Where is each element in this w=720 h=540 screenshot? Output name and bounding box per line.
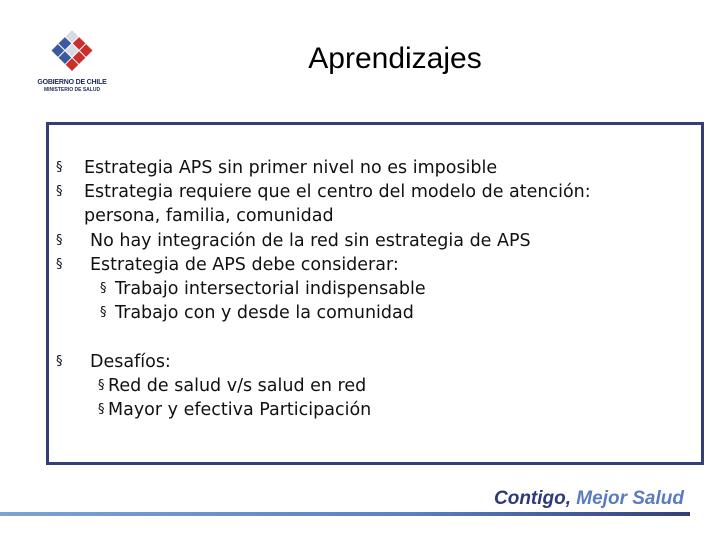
sub-list-item-text: Red de salud v/s salud en red [108, 375, 367, 396]
list-item-text: Estrategia requiere que el centro del modelo de atención: [84, 182, 591, 203]
ministry-name: MINISTERIO DE SALUD [43, 87, 101, 93]
sub-list-item-text: Mayor y efectiva Participación [108, 399, 372, 420]
list-item [56, 253, 696, 277]
bullet-marker: § [56, 353, 63, 369]
bullet-marker: § [98, 401, 105, 417]
list-item [56, 229, 696, 253]
org-name: GOBIERNO DE CHILE [37, 79, 107, 86]
list-item-continuation [56, 204, 696, 228]
sub-list-item [56, 277, 696, 301]
list-item-text: No hay integración de la red sin estrategia de APS [90, 230, 531, 251]
bullet-marker: § [56, 256, 63, 272]
footer-divider [0, 512, 690, 516]
sub-list-item [56, 398, 696, 422]
bullet-list [56, 156, 696, 422]
list-item-text: Estrategia APS sin primer nivel no es imposible [84, 158, 498, 178]
list-item [56, 156, 696, 180]
footer-slogan [494, 488, 684, 510]
bullet-marker: § [56, 232, 63, 248]
bullet-marker: § [56, 160, 63, 175]
bullet-marker: § [100, 305, 107, 321]
sub-list-item [56, 374, 696, 398]
sub-list-item-text: Trabajo con y desde la comunidad [115, 303, 414, 324]
list-item-text: Estrategia de APS debe considerar: [90, 254, 399, 275]
sub-list-item-text: Trabajo intersectorial indispensable [115, 278, 426, 299]
chile-government-logo-icon [42, 28, 102, 78]
bullet-marker: § [98, 377, 105, 393]
list-item [56, 180, 696, 204]
bullet-marker: § [100, 280, 107, 296]
sub-list-item [56, 301, 696, 325]
list-item [56, 350, 696, 374]
page-title: Aprendizajes [308, 42, 482, 75]
government-logo [30, 28, 114, 102]
slogan-part-2: Mejor Salud [571, 488, 684, 509]
spacer [56, 325, 696, 349]
bullet-marker: § [56, 184, 63, 200]
list-item-text: Desafíos: [90, 351, 171, 372]
list-item-text: persona, familia, comunidad [84, 206, 334, 227]
slogan-part-1: Contigo, [494, 488, 572, 509]
